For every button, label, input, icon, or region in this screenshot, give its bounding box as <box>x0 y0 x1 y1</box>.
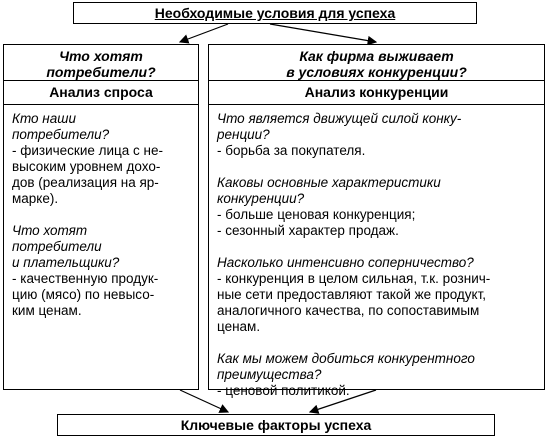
answer-line: - качественную продук- <box>12 271 159 286</box>
left-title-line2: потребители? <box>46 64 156 80</box>
right-block <box>217 111 537 159</box>
question-line: Насколько интенсивно соперничество? <box>217 255 474 270</box>
success-conditions-header <box>73 2 477 24</box>
left-column-title <box>4 45 198 81</box>
answer-line: - борьба за покупателя. <box>217 143 366 158</box>
right-column-title <box>209 45 544 81</box>
left-block <box>12 111 191 207</box>
answer-line: аналогичного качества, по сопоставимым <box>217 303 480 318</box>
answer-line: марке). <box>12 191 59 206</box>
question-line: конкуренции? <box>217 191 305 206</box>
left-column-subtitle: Анализ спроса <box>4 81 198 105</box>
question-line: преимущества? <box>217 367 322 382</box>
left-column-body <box>4 105 198 319</box>
answer-line: дов (реализация на яр- <box>12 175 159 190</box>
top-title: Необходимые условия для успеха <box>154 5 396 21</box>
question-line: и плательщики? <box>12 255 120 270</box>
right-title-line2: в условиях конкуренции? <box>286 64 467 80</box>
answer-line: ценам. <box>217 319 261 334</box>
question-line: потребители? <box>12 127 110 142</box>
arrow-top-to-right <box>270 24 376 42</box>
answer-line: - ценовой политикой. <box>217 383 350 398</box>
answer-line: - физические лица с не- <box>12 143 163 158</box>
question-line: Каковы основные характеристики <box>217 175 441 190</box>
bottom-title: Ключевые факторы успеха <box>180 417 372 433</box>
right-column-subtitle: Анализ конкуренции <box>209 81 544 105</box>
question-line: Кто наши <box>12 111 76 126</box>
answer-line: цию (мясо) по невысо- <box>12 287 155 302</box>
right-block <box>217 175 537 239</box>
question-line: ренции? <box>217 127 270 142</box>
answer-line: ким ценам. <box>12 303 82 318</box>
question-line: потребители <box>12 239 102 254</box>
right-title-line1: Как фирма выживает <box>299 48 454 64</box>
key-success-factors-footer <box>57 414 495 436</box>
right-block <box>217 255 537 335</box>
competition-analysis-column <box>208 44 545 398</box>
question-line: Что хотят <box>12 223 88 238</box>
arrow-top-to-left <box>180 24 228 42</box>
left-block <box>12 223 191 319</box>
right-column-body <box>209 105 544 399</box>
answer-line: высоким уровнем дохо- <box>12 159 161 174</box>
answer-line: ные сети предоставляют такой же продукт, <box>217 287 487 302</box>
question-line: Как мы можем добиться конкурентного <box>217 351 475 366</box>
right-block <box>217 351 537 399</box>
left-title-line1: Что хотят <box>59 48 143 64</box>
demand-analysis-column <box>3 44 199 390</box>
answer-line: - сезонный характер продаж. <box>217 223 399 238</box>
answer-line: - больше ценовая конкуренция; <box>217 207 416 222</box>
question-line: Что является движущей силой конку- <box>217 111 462 126</box>
answer-line: - конкуренция в целом сильная, т.к. рознич- <box>217 271 491 286</box>
